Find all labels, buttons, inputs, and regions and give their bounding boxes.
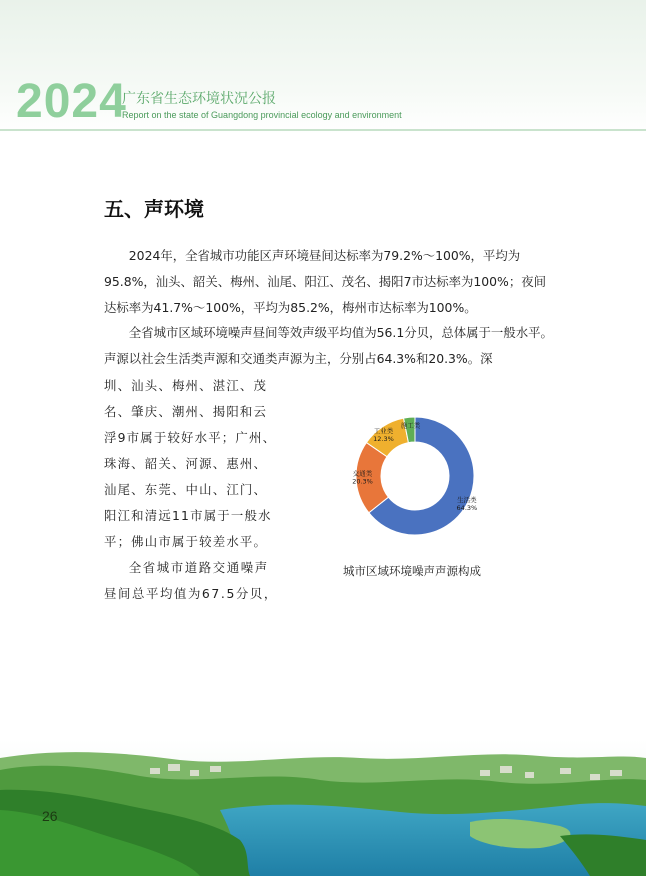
paragraph-road-traffic-noise: 全省城市道路交通噪声昼间总平均值为67.5分贝， — [104, 560, 278, 601]
report-title-cn: 广东省生态环境状况公报 — [122, 91, 276, 107]
donut-label-0: 生活类 — [457, 496, 477, 505]
paragraph-daytime-compliance: 2024年，全省城市功能区声环境昼间达标率为79.2%～100%，平均为95.8%，汕头、韶关、梅州、汕尾、阳江、茂名、揭阳7市达标率为100%；夜间达标率为41.7%～100%，平均为85.2%，梅州市达标率为100%。 — [104, 248, 546, 315]
chart-caption: 城市区域环境噪声声源构成 — [343, 564, 481, 578]
donut-value-1: 20.3% — [352, 477, 373, 486]
header-divider — [0, 129, 646, 131]
report-year: 2024 — [16, 75, 127, 128]
donut-value-2: 12.3% — [373, 435, 394, 444]
paragraph-city-levels: 圳、汕头、梅州、湛江、茂名、肇庆、潮州、揭阳和云浮9市属于较好水平；广州、珠海、韶关、河源、惠州、汕尾、东莞、中山、江门、阳江和清远11市属于一般水平；佛山市属于较差水平。 — [104, 378, 277, 549]
report-title-en: Report on the state of Guangdong provincial ecology and environment — [122, 110, 402, 120]
page-number: 26 — [42, 808, 58, 824]
donut-label-3: 施工类 — [400, 421, 421, 430]
donut-chart — [340, 410, 490, 540]
paragraph-regional-noise: 全省城市区域环境噪声昼间等效声级平均值为56.1分贝，总体属于一般水平。声源以社会生活类声源和交通类声源为主，分别占64.3%和20.3%。深 — [104, 325, 553, 366]
landscape-photo — [0, 740, 646, 876]
donut-label-2: 工业类 — [373, 427, 394, 436]
noise-source-chart — [340, 410, 490, 540]
report-header — [0, 0, 646, 135]
section-heading: 五、声环境 — [104, 197, 204, 221]
donut-label-1: 交通类 — [352, 469, 373, 478]
donut-value-0: 64.3% — [456, 504, 478, 513]
